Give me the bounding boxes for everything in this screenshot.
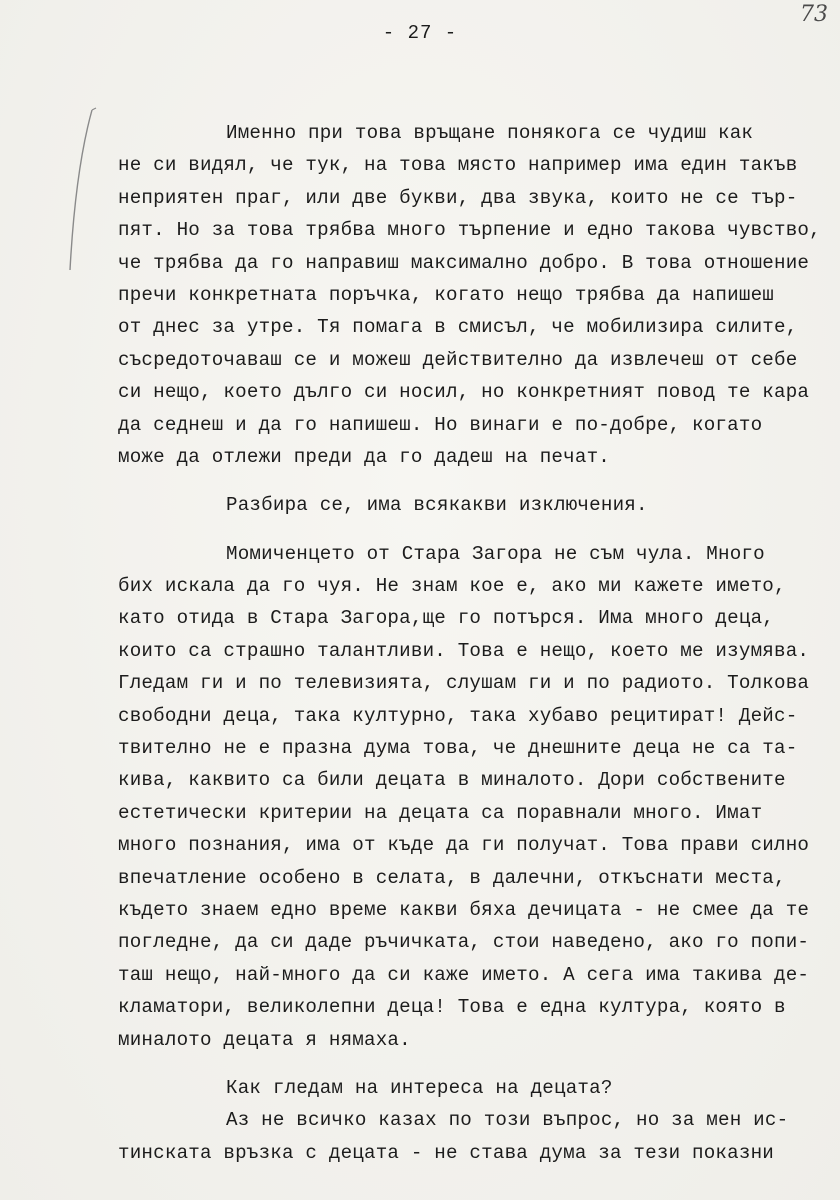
text-line: кламатори, великолепни деца! Това е една култура, която в bbox=[118, 996, 786, 1019]
text-line: бих искала да го чуя. Не знам кое е, ако ми кажете името, bbox=[118, 575, 786, 598]
text-line: естетически критерии на децата са поравнали много. Имат bbox=[118, 801, 763, 824]
text-line: от днес за утре. Тя помага в смисъл, че мобилизира силите, bbox=[118, 316, 798, 339]
body-text bbox=[118, 117, 828, 1169]
text-line: Гледам ги и по телевизията, слушам ги и по радиото. Толкова bbox=[118, 672, 810, 695]
text-line: пречи конкретната поръчка, когато нещо трябва да напишеш bbox=[118, 283, 775, 306]
text-line: че трябва да го направиш максимално добро. В това отношение bbox=[118, 251, 810, 274]
handwritten-folio-number: 73 bbox=[800, 2, 828, 27]
paragraph-gap bbox=[118, 1056, 828, 1072]
margin-pencil-mark bbox=[60, 106, 100, 276]
text-line: свободни деца, така културно, така хубаво рецитират! Дейс- bbox=[118, 704, 798, 727]
text-line: тинската връзка с децата - не става дума за тези показни bbox=[118, 1141, 775, 1164]
text-line: таш нещо, най-много да си каже името. А сега има такива де- bbox=[118, 963, 810, 986]
text-line: погледне, да си даде ръчичката, стои наведено, ако го попи- bbox=[118, 931, 810, 954]
paragraph bbox=[118, 489, 828, 521]
paragraph bbox=[118, 117, 828, 473]
text-line: Момиченцето от Стара Загора не съм чула. Много bbox=[226, 542, 765, 565]
text-line: които са страшно талантливи. Това е нещо, което ме изумява. bbox=[118, 639, 810, 662]
paragraph bbox=[118, 1104, 828, 1169]
paragraph-gap bbox=[118, 522, 828, 538]
page-number: - 27 - bbox=[382, 22, 458, 44]
text-line: пят. Но за това трябва много търпение и едно такова чувство, bbox=[118, 219, 821, 242]
text-line: Аз не всичко казах по този въпрос, но за мен ис- bbox=[226, 1109, 789, 1132]
text-line: впечатление особено в селата, в далечни, откъснати места, bbox=[118, 866, 786, 889]
text-line: твително не е празна дума това, че днешните деца не са та- bbox=[118, 737, 798, 760]
text-line: може да отлежи преди да го дадеш на печат. bbox=[118, 445, 611, 468]
text-line: си нещо, което дълго си носил, но конкретният повод те кара bbox=[118, 381, 810, 404]
paragraph bbox=[118, 1072, 828, 1104]
text-line: съсредоточаваш се и можеш действително да извлечеш от себе bbox=[118, 348, 798, 371]
text-line: кива, каквито са били децата в миналото. Дори собствените bbox=[118, 769, 786, 792]
text-line: като отида в Стара Загора,ще го потърся. Има много деца, bbox=[118, 607, 775, 630]
paragraph bbox=[118, 538, 828, 1056]
text-line: миналото децата я нямаха. bbox=[118, 1028, 411, 1051]
text-line: където знаем едно време какви бяха дечицата - не смее да те bbox=[118, 898, 810, 921]
text-line: да седнеш и да го напишеш. Но винаги е по-добре, когато bbox=[118, 413, 763, 436]
text-line: Разбира се, има всякакви изключения. bbox=[226, 494, 648, 517]
text-line: много познания, има от къде да ги получат. Това прави силно bbox=[118, 834, 810, 857]
text-line: не си видял, че тук, на това място например има един такъв bbox=[118, 154, 798, 177]
text-line: Как гледам на интереса на децата? bbox=[226, 1076, 613, 1099]
text-line: Именно при това връщане понякога се чудиш как bbox=[226, 122, 754, 144]
text-line: неприятен праг, или две букви, два звука, които не се тър- bbox=[118, 186, 798, 209]
paragraph-gap bbox=[118, 473, 828, 489]
